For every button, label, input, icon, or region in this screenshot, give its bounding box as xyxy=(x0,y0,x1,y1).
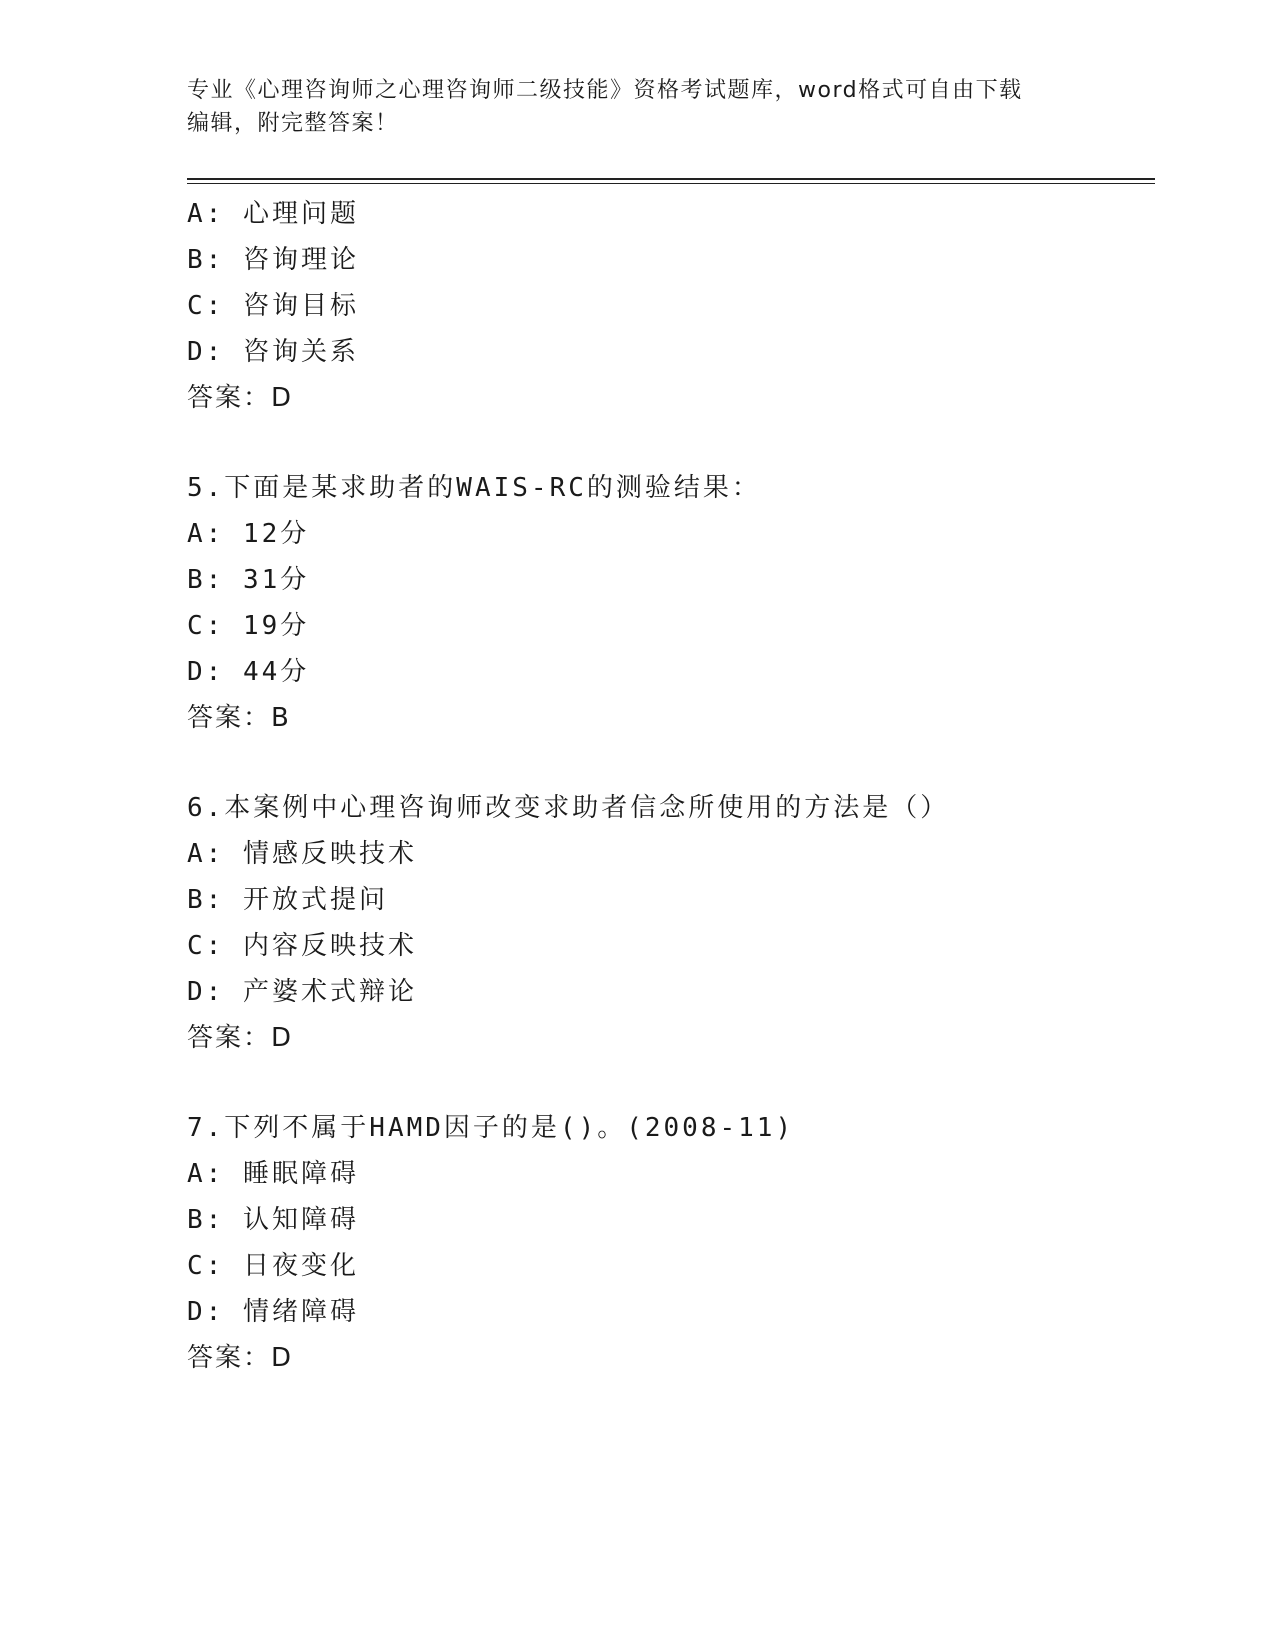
spacer xyxy=(187,741,1155,785)
question-7 xyxy=(187,1105,1155,1381)
answer: 答案：D xyxy=(187,1023,294,1053)
option-b: B: 咨询理论 xyxy=(187,245,359,275)
header-rule-thick xyxy=(187,178,1155,180)
spacer xyxy=(187,421,1155,465)
question-5 xyxy=(187,465,1155,741)
question-list xyxy=(187,191,1155,1381)
header-line-1: 专业《心理咨询师之心理咨询师二级技能》资格考试题库，word格式可自由下载 xyxy=(187,78,1023,103)
option-a: A: 睡眠障碍 xyxy=(187,1159,359,1189)
answer: 答案：D xyxy=(187,1343,294,1373)
header-rule-thin xyxy=(187,183,1155,184)
spacer xyxy=(187,1061,1155,1105)
option-a: A: 心理问题 xyxy=(187,199,359,229)
option-c: C: 19分 xyxy=(187,611,310,641)
question-stem: 5.下面是某求助者的WAIS-RC的测验结果： xyxy=(187,473,761,503)
option-b: B: 开放式提问 xyxy=(187,885,388,915)
answer: 答案：B xyxy=(187,703,291,733)
option-c: C: 内容反映技术 xyxy=(187,931,417,961)
document-header xyxy=(187,74,1067,140)
option-b: B: 31分 xyxy=(187,565,310,595)
option-c: C: 日夜变化 xyxy=(187,1251,359,1281)
option-d: D: 产婆术式辩论 xyxy=(187,977,417,1007)
option-d: D: 44分 xyxy=(187,657,310,687)
option-a: A: 情感反映技术 xyxy=(187,839,417,869)
question-stem: 6.本案例中心理咨询师改变求助者信念所使用的方法是（） xyxy=(187,793,950,823)
question-stem: 7.下列不属于HAMD因子的是()。(2008-11) xyxy=(187,1113,795,1143)
question-4 xyxy=(187,191,1155,421)
option-d: D: 情绪障碍 xyxy=(187,1297,359,1327)
answer: 答案：D xyxy=(187,383,294,413)
option-c: C: 咨询目标 xyxy=(187,291,359,321)
header-line-2: 编辑，附完整答案！ xyxy=(187,111,399,136)
option-b: B: 认知障碍 xyxy=(187,1205,359,1235)
question-6 xyxy=(187,785,1155,1061)
option-d: D: 咨询关系 xyxy=(187,337,359,367)
option-a: A: 12分 xyxy=(187,519,310,549)
